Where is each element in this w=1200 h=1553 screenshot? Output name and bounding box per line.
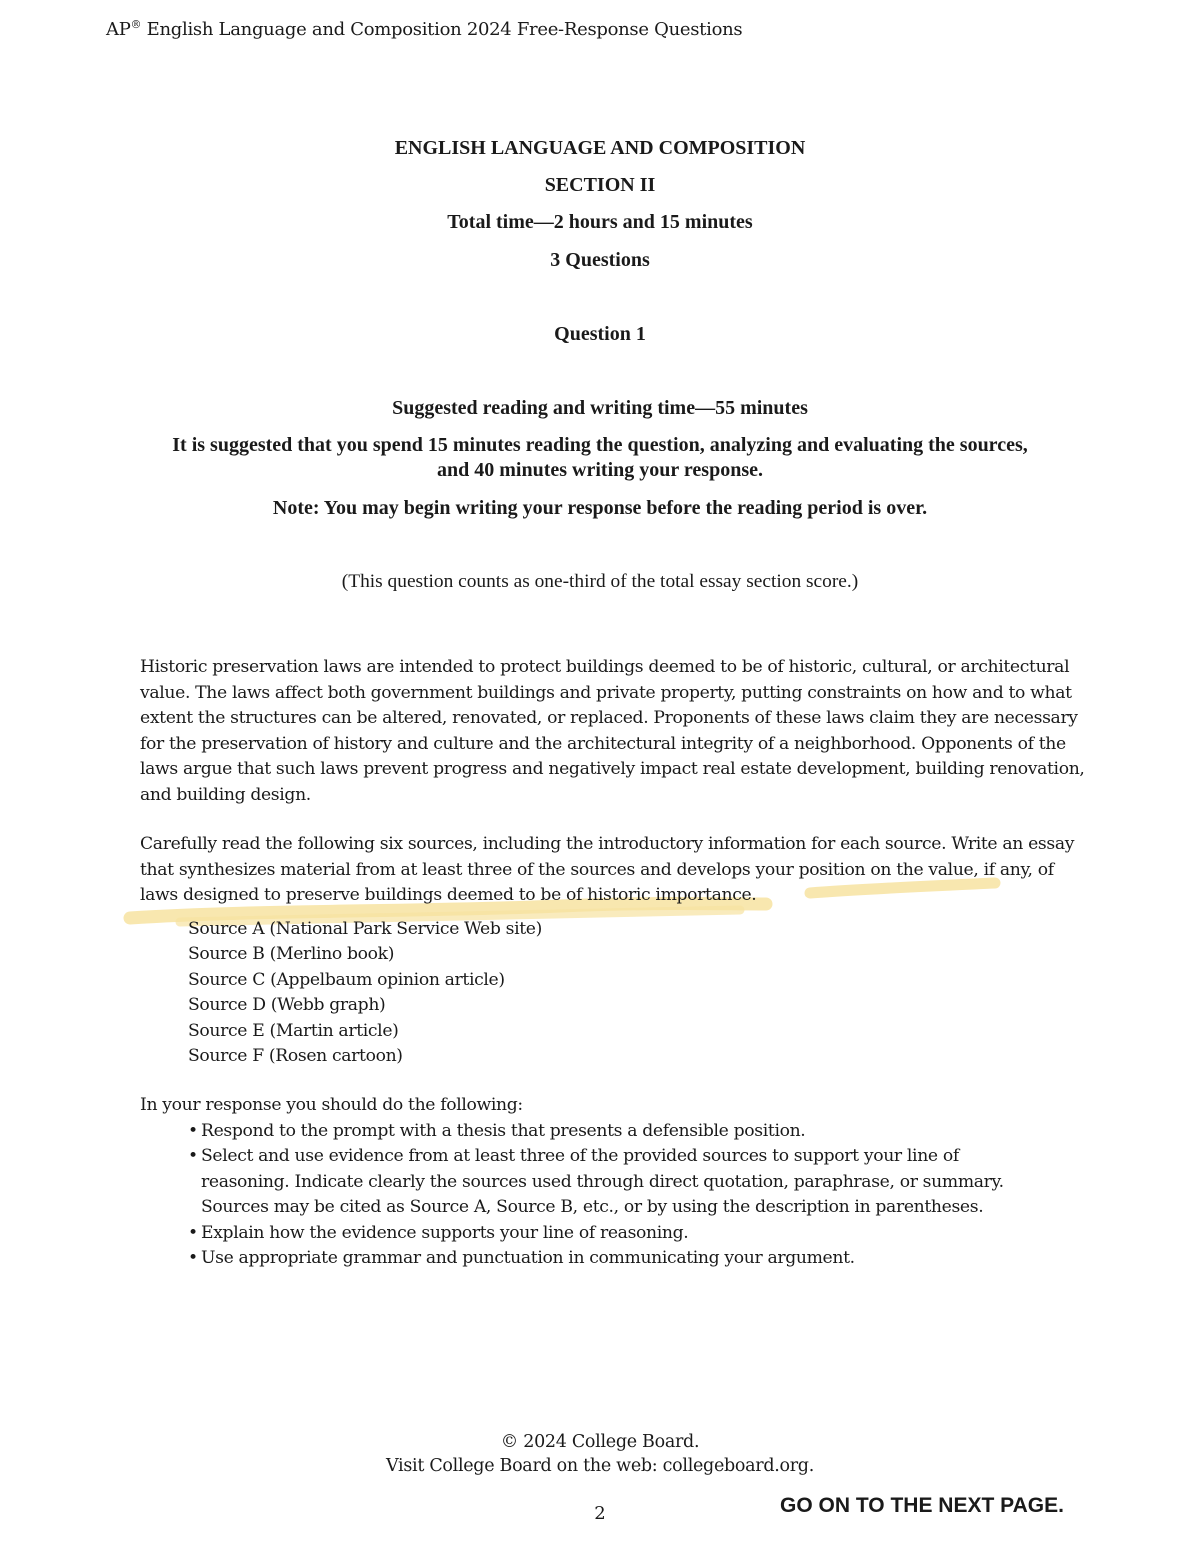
intro-line: value. The laws affect both government buildings and private property, putting constraints on how and to what [140, 682, 1072, 703]
exam-title: ENGLISH LANGUAGE AND COMPOSITION [394, 137, 806, 159]
copyright: © 2024 College Board. [500, 1432, 700, 1452]
visit-link: Visit College Board on the web: collegeboard.org. [386, 1456, 814, 1476]
next-page-notice: GO ON TO THE NEXT PAGE. [780, 1494, 1064, 1517]
instruction-bullets [188, 1119, 1004, 1271]
bullet-item: • Select and use evidence from at least three of the provided sources to support your line of [188, 1144, 1004, 1169]
intro-line: Historic preservation laws are intended to protect buildings deemed to be of historic, cultural, or architectural [140, 657, 1070, 677]
prompt-line: laws designed to preserve buildings deemed to be of historic importance. [140, 885, 757, 906]
bullet-item: • Respond to the prompt with a thesis that presents a defensible position. [188, 1119, 1004, 1144]
instructions-lead: In your response you should do the following: [140, 1095, 523, 1115]
section-label: SECTION II [544, 174, 656, 196]
intro-line: laws argue that such laws prevent progress and negatively impact real estate development, building renovation, [140, 759, 1085, 780]
prompt-paragraph [140, 832, 1120, 909]
bullet-item: • Explain how the evidence supports your line of reasoning. [188, 1221, 1004, 1246]
intro-line: and building design. [140, 784, 311, 805]
intro-line: for the preservation of history and culture and the architectural integrity of a neighborhood. Opponents of the [140, 733, 1066, 754]
prompt-line: Carefully read the following six sources, including the introductory information for each source. Write an essay [140, 834, 1075, 854]
running-header [106, 18, 742, 40]
question-label: Question 1 [554, 323, 646, 345]
bullet-continuation: Sources may be cited as Source A, Source B, etc., or by using the description in parentheses. [201, 1197, 984, 1218]
running-header-title: English Language and Composition 2024 Free-Response Questions [141, 19, 743, 40]
intro-paragraph [140, 655, 1120, 809]
reading-note: Note: You may begin writing your response before the reading period is over. [272, 497, 928, 519]
registered-mark: ® [130, 18, 142, 31]
bullet-continuation: reasoning. Indicate clearly the sources used through direct quotation, paraphrase, or summary. [201, 1171, 1004, 1192]
suggestion-line-2: and 40 minutes writing your response. [437, 459, 763, 481]
suggestion-line-1: It is suggested that you spend 15 minutes reading the question, analyzing and evaluating the sources, [172, 434, 1028, 456]
running-header-ap: AP [106, 19, 131, 40]
source-item: Source C (Appelbaum opinion article) [188, 969, 505, 990]
intro-line: extent the structures can be altered, renovated, or replaced. Proponents of these laws claim they are necessary [140, 708, 1078, 729]
prompt-line: that synthesizes material from at least three of the sources and develops your position on the value, if any, of [140, 859, 1054, 880]
total-time: Total time—2 hours and 15 minutes [447, 211, 753, 233]
source-item: Source A (National Park Service Web site) [188, 919, 542, 939]
source-item: Source F (Rosen cartoon) [188, 1046, 403, 1067]
question-weight: (This question counts as one-third of the total essay section score.) [341, 571, 859, 592]
source-item: Source B (Merlino book) [188, 944, 395, 965]
bullet-item: • Use appropriate grammar and punctuation in communicating your argument. [188, 1246, 1004, 1271]
source-item: Source E (Martin article) [188, 1020, 399, 1041]
suggested-time: Suggested reading and writing time—55 minutes [392, 397, 808, 419]
questions-count: 3 Questions [550, 249, 650, 271]
source-item: Source D (Webb graph) [188, 995, 386, 1016]
source-list [188, 917, 542, 1069]
page-number: 2 [594, 1503, 606, 1524]
